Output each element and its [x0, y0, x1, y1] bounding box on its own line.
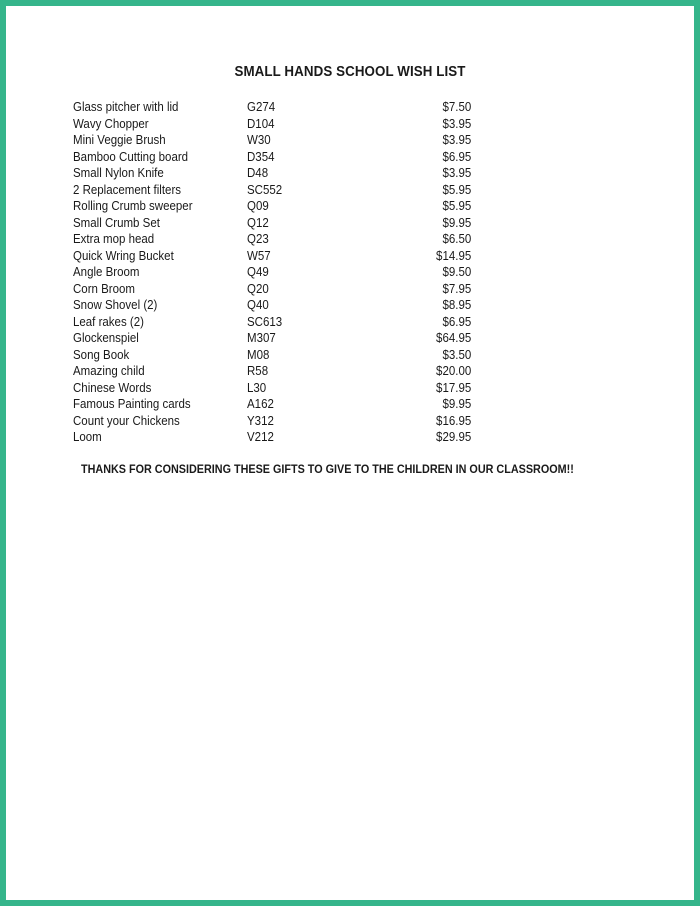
item-code: G274 — [247, 100, 276, 114]
item-name: Angle Broom — [73, 265, 140, 279]
item-price: $20.00 — [435, 364, 471, 378]
item-name: Extra mop head — [73, 232, 155, 246]
item-code: M307 — [247, 331, 276, 345]
item-name: Bamboo Cutting board — [73, 149, 189, 164]
list-item — [73, 380, 493, 397]
list-item — [73, 396, 493, 413]
item-price: $14.95 — [435, 248, 471, 263]
list-item — [73, 413, 493, 430]
item-code: A162 — [247, 397, 274, 411]
item-price: $3.95 — [442, 116, 471, 131]
item-code: Q23 — [247, 232, 269, 246]
list-item — [73, 347, 493, 364]
list-item — [73, 363, 493, 380]
item-price: $5.95 — [442, 182, 471, 197]
list-item — [73, 429, 493, 446]
item-price: $3.95 — [442, 133, 471, 147]
list-item — [73, 297, 493, 314]
item-name: 2 Replacement filters — [73, 182, 182, 197]
item-name: Count your Chickens — [73, 413, 180, 428]
item-name: Quick Wring Bucket — [73, 248, 174, 263]
list-item — [73, 264, 493, 281]
item-price: $6.95 — [442, 149, 471, 164]
item-price: $17.95 — [435, 380, 471, 395]
list-item — [73, 215, 493, 232]
item-price: $7.95 — [442, 281, 471, 296]
item-name: Small Nylon Knife — [73, 166, 164, 180]
item-code: L30 — [247, 380, 267, 395]
item-code: Y312 — [247, 413, 274, 428]
item-name: Wavy Chopper — [73, 116, 149, 131]
item-name: Small Crumb Set — [73, 215, 160, 230]
item-price: $3.95 — [442, 166, 471, 180]
item-price: $3.50 — [442, 347, 471, 362]
item-price: $64.95 — [435, 331, 471, 345]
item-code: D104 — [247, 116, 275, 131]
item-code: Q20 — [247, 281, 269, 296]
item-code: SC613 — [247, 314, 283, 329]
footer-message: THANKS FOR CONSIDERING THESE GIFTS TO GIVE TO THE CHILDREN IN OUR CLASSROOM!! — [81, 462, 574, 476]
item-name: Snow Shovel (2) — [73, 298, 158, 312]
list-item — [73, 132, 493, 149]
item-price: $6.50 — [442, 232, 471, 246]
item-name: Glockenspiel — [73, 331, 139, 345]
item-code: SC552 — [247, 182, 283, 197]
wish-list — [73, 99, 493, 446]
item-name: Chinese Words — [73, 380, 152, 395]
item-code: D48 — [247, 166, 269, 180]
item-name: Glass pitcher with lid — [73, 100, 179, 114]
item-code: Q09 — [247, 199, 269, 213]
item-name: Song Book — [73, 347, 130, 362]
item-price: $5.95 — [442, 199, 471, 213]
item-name: Loom — [73, 430, 102, 444]
list-item — [73, 165, 493, 182]
list-item — [73, 99, 493, 116]
item-code: W30 — [247, 133, 271, 147]
item-price: $16.95 — [435, 413, 471, 428]
list-item — [73, 330, 493, 347]
item-code: R58 — [247, 364, 269, 378]
item-price: $8.95 — [442, 298, 471, 312]
list-item — [73, 116, 493, 133]
list-item — [73, 281, 493, 298]
list-item — [73, 248, 493, 265]
list-item — [73, 314, 493, 331]
item-price: $29.95 — [435, 430, 471, 444]
item-price: $9.95 — [442, 215, 471, 230]
item-name: Mini Veggie Brush — [73, 133, 166, 147]
item-price: $9.95 — [442, 397, 471, 411]
page-title: SMALL HANDS SCHOOL WISH LIST — [234, 64, 466, 80]
list-item — [73, 198, 493, 215]
item-code: Q40 — [247, 298, 269, 312]
item-code: D354 — [247, 149, 275, 164]
list-item — [73, 149, 493, 166]
item-code: V212 — [247, 430, 274, 444]
item-price: $9.50 — [442, 265, 471, 279]
item-code: M08 — [247, 347, 270, 362]
item-price: $6.95 — [442, 314, 471, 329]
item-price: $7.50 — [442, 100, 471, 114]
list-item — [73, 231, 493, 248]
item-code: Q12 — [247, 215, 269, 230]
item-name: Corn Broom — [73, 281, 135, 296]
item-code: Q49 — [247, 265, 269, 279]
item-name: Amazing child — [73, 364, 145, 378]
item-name: Famous Painting cards — [73, 397, 191, 411]
list-item — [73, 182, 493, 199]
item-name: Leaf rakes (2) — [73, 314, 144, 329]
item-code: W57 — [247, 248, 271, 263]
item-name: Rolling Crumb sweeper — [73, 199, 193, 213]
